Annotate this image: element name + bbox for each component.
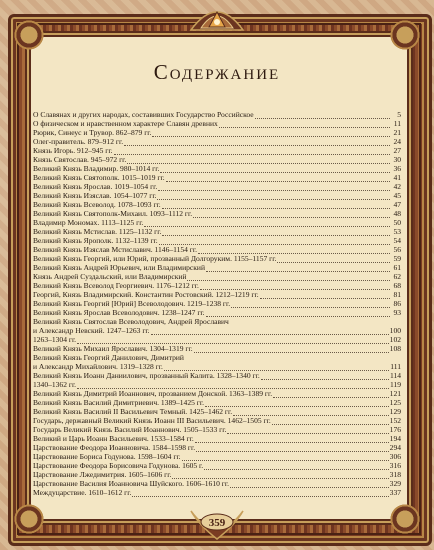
toc-entry [33, 191, 401, 200]
dot-leader [227, 427, 388, 434]
toc-entry-title: О физическом и нравственном характере Славян древних [33, 119, 218, 128]
toc-entry-title: Великий Князь Всеволод Георгиевич. 1176–1212 гг. [33, 281, 199, 290]
dot-leader [255, 112, 390, 119]
dot-leader [77, 382, 389, 389]
dot-leader [273, 391, 389, 398]
dot-leader [144, 220, 390, 227]
dot-leader [230, 320, 390, 326]
toc-entry [33, 344, 401, 353]
dot-leader [231, 301, 390, 308]
dot-leader [205, 400, 389, 407]
dot-leader [194, 346, 389, 353]
toc-list [33, 110, 401, 497]
toc-entry-page: 111 [390, 362, 401, 371]
corner-ornament-icon [12, 18, 46, 52]
toc-entry-title: Царствование Бориса Годунова. 1598–1604 гг. [33, 452, 181, 461]
dot-leader [185, 356, 390, 362]
toc-entry-page: 36 [393, 164, 401, 173]
toc-entry [33, 218, 401, 227]
toc-entry-title: Великий Князь Георгий [Юрий] Всеволодович. 1219–1238 гг. [33, 299, 231, 308]
toc-entry-title: Великий Князь Изяслав. 1054–1077 гг. [33, 191, 157, 200]
toc-entry [33, 488, 401, 497]
toc-entry-page: 24 [393, 137, 401, 146]
toc-entry-page: 53 [393, 227, 401, 236]
toc-content [33, 60, 401, 497]
toc-entry-title: Государь, державный Великий Князь Иоанн III Васильевич. 1462–1505 гг. [33, 416, 271, 425]
toc-entry [33, 128, 401, 137]
toc-entry-page: 318 [389, 470, 401, 479]
dot-leader [195, 436, 389, 443]
toc-entry-title: Владимир Мономах. 1113–1125 гг. [33, 218, 144, 227]
toc-entry-title: Князь Святослав. 945–972 гг. [33, 155, 127, 164]
toc-entry [33, 227, 401, 236]
toc-entry-title: Великий Князь Андрей Юрьевич, или Владимирский [33, 263, 205, 272]
toc-entry-page: 59 [393, 254, 401, 263]
toc-entry-page: 54 [393, 236, 401, 245]
toc-entry [33, 461, 401, 470]
toc-entry [33, 479, 401, 488]
toc-entry-page: 86 [393, 299, 401, 308]
toc-entry-title: 1263–1304 гг. [33, 335, 77, 344]
dot-leader [157, 193, 390, 200]
toc-entry-title: Великий Князь Святослав Всеволодович, Андрей Ярославич [33, 317, 229, 326]
toc-entry-title: Великий Князь Димитрий Иоаннович, прозванием Донской. 1363–1389 гг. [33, 389, 273, 398]
toc-entry-page: 61 [393, 263, 401, 272]
toc-entry-page: 176 [389, 425, 401, 434]
page-title: Содержание [153, 60, 281, 84]
dot-leader [151, 328, 389, 335]
toc-entry [33, 326, 401, 335]
toc-entry-page: 102 [389, 335, 401, 344]
toc-entry-title: Царствование Василия Иоанновича Шуйского. 1606–1610 гг. [33, 479, 229, 488]
toc-entry-title: 1340–1362 гг. [33, 380, 77, 389]
toc-entry-page: 294 [389, 443, 401, 452]
toc-entry-page: 329 [389, 479, 401, 488]
dot-leader [196, 445, 389, 452]
toc-entry [33, 245, 401, 254]
toc-entry [33, 272, 401, 281]
dot-leader [114, 148, 391, 155]
toc-entry [33, 470, 401, 479]
toc-entry [33, 281, 401, 290]
toc-entry-title: Великий Князь Ярослав Всеволодович. 1238–1247 гг. [33, 308, 205, 317]
toc-entry-title: Великий Князь Мстислав. 1125–1132 гг. [33, 227, 162, 236]
dot-leader [187, 274, 390, 281]
toc-entry-page: 30 [393, 155, 401, 164]
toc-entry-page: 42 [393, 182, 401, 191]
corner-ornament-icon [388, 502, 422, 536]
toc-entry-page: 81 [393, 290, 401, 299]
dot-leader [158, 184, 390, 191]
toc-entry-page: 121 [389, 389, 401, 398]
toc-entry [33, 362, 401, 371]
toc-entry [33, 434, 401, 443]
dot-leader [204, 463, 388, 470]
dot-leader [206, 310, 390, 317]
dot-leader [198, 247, 390, 254]
toc-entry-page: 100 [389, 326, 401, 335]
toc-entry [33, 290, 401, 299]
page-number: 359 [208, 517, 226, 529]
toc-entry [33, 308, 401, 317]
dot-leader [172, 472, 388, 479]
toc-entry [33, 380, 401, 389]
toc-entry [33, 353, 401, 362]
toc-entry-title: Великий Князь Изяслав Мстиславич. 1146–1154 гг. [33, 245, 198, 254]
toc-entry-title: Царствование Лжедимитрия. 1605–1606 гг. [33, 470, 172, 479]
toc-entry [33, 263, 401, 272]
dot-leader [132, 490, 388, 497]
toc-entry-title: Великий Князь Ярополк. 1132–1139 гг. [33, 236, 158, 245]
toc-entry [33, 119, 401, 128]
toc-entry-page: 47 [393, 200, 401, 209]
toc-entry-page: 125 [389, 398, 401, 407]
toc-entry-page: 129 [389, 407, 401, 416]
toc-entry-title: Великий Князь Иоанн Даниилович, прозванный Калита. 1328–1340 гг. [33, 371, 260, 380]
toc-entry-page: 152 [389, 416, 401, 425]
dot-leader [162, 202, 390, 209]
toc-entry-title: Князь Андрей Суздальский, или Владимирский [33, 272, 187, 281]
page-number-medallion [187, 507, 247, 543]
dot-leader [166, 175, 390, 182]
toc-entry-page: 56 [393, 245, 401, 254]
dot-leader [230, 481, 389, 488]
toc-entry-title: Великий Князь Всеволод. 1078–1093 гг. [33, 200, 161, 209]
toc-entry-title: Великий Князь Михаил Ярославич. 1304–1319 гг. [33, 344, 193, 353]
toc-entry-page: 5 [397, 110, 401, 119]
toc-entry [33, 452, 401, 461]
toc-entry [33, 299, 401, 308]
toc-entry [33, 317, 401, 326]
toc-entry [33, 164, 401, 173]
toc-entry-title: Царствование Феодора Иоанновича. 1584–1598 гг. [33, 443, 196, 452]
dot-leader [277, 256, 390, 263]
toc-entry-page: 11 [393, 119, 401, 128]
dot-leader [193, 211, 390, 218]
toc-entry-page: 114 [389, 371, 401, 380]
toc-entry-page: 62 [393, 272, 401, 281]
dot-leader [219, 121, 390, 128]
toc-entry-page: 41 [393, 173, 401, 182]
toc-entry-title: Великий Князь Георгий, или Юрий, прозванный Долгоруким. 1155–1157 гг. [33, 254, 277, 263]
toc-entry-title: Рюрик, Синеус и Трувор. 862–879 гг. [33, 128, 152, 137]
toc-entry [33, 425, 401, 434]
toc-entry-page: 316 [389, 461, 401, 470]
dot-leader [160, 166, 390, 173]
toc-entry [33, 200, 401, 209]
dot-leader [124, 139, 390, 146]
toc-entry-page: 93 [393, 308, 401, 317]
toc-entry-page: 119 [389, 380, 401, 389]
toc-entry-title: Великий и Царь Иоанн Васильевич. 1533–1584 гг. [33, 434, 194, 443]
toc-entry [33, 335, 401, 344]
toc-entry-page: 306 [389, 452, 401, 461]
toc-entry [33, 146, 401, 155]
toc-entry [33, 209, 401, 218]
toc-entry-page: 108 [389, 344, 401, 353]
toc-entry-title: и Александр Михайлович. 1319–1328 гг. [33, 362, 163, 371]
toc-entry-page: 194 [389, 434, 401, 443]
toc-entry-title: Великий Князь Ярослав. 1019–1054 гг. [33, 182, 158, 191]
toc-entry-page: 45 [393, 191, 401, 200]
dot-leader [159, 238, 390, 245]
dot-leader [77, 337, 389, 344]
toc-entry-page: 48 [393, 209, 401, 218]
toc-entry [33, 407, 401, 416]
toc-entry-title: Царствование Феодора Борисовича Годунова. 1605 г. [33, 461, 204, 470]
toc-entry-page: 337 [389, 488, 401, 497]
dot-leader [261, 373, 389, 380]
toc-entry [33, 155, 401, 164]
toc-entry-title: Князь Игорь. 912–945 гг. [33, 146, 113, 155]
toc-entry-title: Великий Князь Василий Димитриевич. 1389–1425 гг. [33, 398, 204, 407]
toc-entry-title: Великий Князь Святополк-Михаил. 1093–1112 гг. [33, 209, 193, 218]
dot-leader [272, 418, 389, 425]
dot-leader [260, 292, 390, 299]
dot-leader [206, 265, 390, 272]
toc-entry-title: Великий Князь Василий II Васильевич Темный. 1425–1462 гг. [33, 407, 233, 416]
toc-entry-page: 27 [393, 146, 401, 155]
dot-leader [200, 283, 390, 290]
dot-leader [162, 229, 390, 236]
toc-entry [33, 443, 401, 452]
toc-entry [33, 254, 401, 263]
toc-entry-title: Великий Князь Владимир. 980–1014 гг. [33, 164, 160, 173]
toc-entry [33, 110, 401, 119]
toc-entry [33, 371, 401, 380]
toc-entry-title: Государь Великий Князь Василий Иоаннович. 1505–1533 гг. [33, 425, 227, 434]
toc-entry-title: О Славянах и других народах, составивших Государство Российское [33, 110, 254, 119]
toc-entry-title: Междуцарствие. 1610–1612 гг. [33, 488, 132, 497]
dot-leader [233, 409, 389, 416]
toc-entry-page: 68 [393, 281, 401, 290]
dot-leader [152, 130, 390, 137]
top-crest-icon [187, 0, 247, 34]
dot-leader [182, 454, 389, 461]
toc-entry-title: и Александр Невский. 1247–1263 гг. [33, 326, 150, 335]
toc-entry [33, 173, 401, 182]
toc-entry-title: Великий Князь Георгий Данилович, Димитрий [33, 353, 184, 362]
toc-entry [33, 389, 401, 398]
toc-entry [33, 398, 401, 407]
toc-entry-page: 50 [393, 218, 401, 227]
toc-entry-title: Георгий, Князь Владимирский. Константин Ростовский. 1212–1219 гг. [33, 290, 259, 299]
corner-ornament-icon [388, 18, 422, 52]
toc-entry-page: 21 [393, 128, 401, 137]
dot-leader [164, 364, 389, 371]
dot-leader [127, 157, 390, 164]
corner-ornament-icon [12, 502, 46, 536]
toc-entry [33, 137, 401, 146]
toc-entry [33, 182, 401, 191]
toc-entry-title: Великий Князь Святополк. 1015–1019 гг. [33, 173, 165, 182]
toc-entry [33, 416, 401, 425]
toc-entry [33, 236, 401, 245]
toc-entry-title: Олег-правитель. 879–912 гг. [33, 137, 124, 146]
